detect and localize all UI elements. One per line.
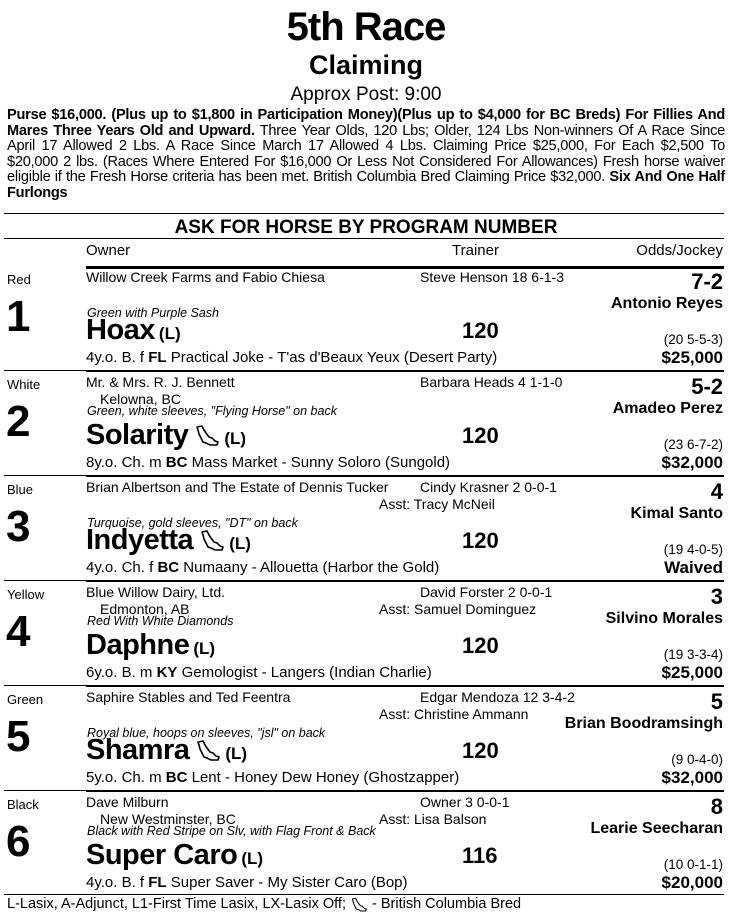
jockey-name: Antonio Reyes — [610, 295, 723, 312]
silks-description: Green, white sleeves, "Flying Horse" on back — [87, 404, 337, 418]
row-separator — [4, 894, 724, 895]
weight: 120 — [462, 528, 499, 553]
entry-divider — [86, 686, 724, 687]
bc-bred-icon — [199, 529, 225, 553]
trainer: Edgar Mendoza 12 3-4-2 — [420, 689, 575, 705]
age-color-sex: 4y.o. Ch. f — [86, 559, 154, 576]
bred-state: BC — [165, 769, 188, 786]
entry-5 — [0, 686, 732, 790]
owner-name: Mr. & Mrs. R. J. Bennett — [86, 374, 235, 390]
pedigree-line — [86, 349, 497, 367]
age-color-sex: 8y.o. Ch. m — [86, 454, 162, 471]
trainer: Barbara Heads 4 1-1-0 — [420, 374, 563, 390]
pedigree: Lent - Honey Dew Honey (Ghostzapper) — [191, 769, 460, 786]
entry-divider — [86, 581, 724, 582]
row-separator — [4, 685, 724, 686]
jockey-name: Amadeo Perez — [612, 400, 723, 417]
silks-description: Red With White Diamonds — [87, 614, 234, 628]
silks-description: Royal blue, hoops on sleeves, "jsl" on back — [87, 726, 326, 740]
saddle-cloth-color: Black — [7, 797, 39, 812]
bred-state: BC — [157, 559, 180, 576]
age-color-sex: 4y.o. B. f — [86, 874, 145, 891]
owner-name: Saphire Stables and Ted Feentra — [86, 689, 291, 705]
claiming-price: $20,000 — [661, 873, 723, 892]
assistant-trainer: Asst: Tracy McNeil — [379, 496, 495, 512]
entry-6 — [0, 791, 732, 895]
morning-line-odds: 8 — [710, 794, 723, 819]
bc-bred-icon — [194, 424, 220, 448]
trainer: Owner 3 0-0-1 — [420, 794, 510, 810]
column-header-trainer: Trainer — [452, 242, 499, 259]
post-time: Approx Post: 9:00 — [290, 84, 442, 105]
jockey-name: Kimal Santo — [630, 505, 723, 522]
saddle-cloth-color: White — [7, 377, 41, 392]
bc-bred-icon — [195, 739, 221, 763]
row-separator — [4, 475, 724, 476]
jockey-record: (23 6-7-2) — [663, 437, 723, 452]
program-number: 6 — [6, 817, 31, 866]
claiming-price: $32,000 — [661, 453, 723, 472]
age-color-sex: 4y.o. B. f — [86, 349, 145, 366]
horse-name: Hoax — [86, 314, 155, 346]
conditions-purse: Purse $16,000. (Plus up to $1,800 in Participation Money)(Plus up to $4,000 for BC Breds) For Fillies And Mares Three Years Old and Upward. — [7, 107, 725, 139]
horse — [86, 313, 181, 349]
divider — [4, 238, 724, 239]
morning-line-odds: 3 — [710, 584, 723, 609]
trainer: David Forster 2 0-0-1 — [420, 584, 553, 600]
claiming-price: $25,000 — [661, 348, 723, 367]
morning-line-odds: 4 — [710, 479, 723, 504]
horse — [86, 523, 251, 559]
pedigree-line — [86, 664, 432, 682]
owner-location: Kelowna, BC — [100, 391, 181, 407]
silks-description: Black with Red Stripe on Slv, with Flag Front & Back — [87, 824, 376, 838]
bred-state: BC — [165, 454, 188, 471]
bred-state: FL — [148, 874, 167, 891]
jockey-record: (20 5-5-3) — [663, 332, 723, 347]
pedigree-line — [86, 454, 450, 472]
jockey-name: Brian Boodramsingh — [564, 715, 723, 732]
pedigree-line — [86, 874, 408, 892]
race-type-title: Claiming — [308, 50, 423, 80]
pedigree-line — [86, 559, 439, 577]
legend-footer — [7, 896, 521, 913]
program-number: 5 — [6, 712, 31, 761]
horse-name: Shamra — [86, 734, 190, 766]
pedigree: Mass Market - Sunny Soloro (Sungold) — [191, 454, 451, 471]
silks-description: Turquoise, gold sleeves, "DT" on back — [87, 516, 298, 530]
entry-divider — [86, 791, 724, 792]
row-separator — [4, 580, 724, 581]
weight: 116 — [462, 843, 498, 868]
pedigree: Gemologist - Langers (Indian Charlie) — [181, 664, 432, 681]
jockey-name: Silvino Morales — [605, 610, 723, 627]
medication-legend: L-Lasix, A-Adjunct, L1-First Time Lasix, LX-Lasix Off; — [7, 896, 346, 912]
assistant-trainer: Asst: Samuel Dominguez — [379, 601, 537, 617]
age-color-sex: 5y.o. Ch. m — [86, 769, 162, 786]
horse-name: Solarity — [86, 419, 189, 451]
morning-line-odds: 5 — [710, 689, 723, 714]
bred-state: KY — [156, 664, 178, 681]
owner-name: Blue Willow Dairy, Ltd. — [86, 584, 226, 600]
program-number: 1 — [6, 292, 31, 341]
pedigree: Numaany - Allouetta (Harbor the Gold) — [183, 559, 440, 576]
weight: 120 — [462, 738, 499, 763]
race-conditions — [7, 108, 725, 202]
horse-name: Indyetta — [86, 524, 194, 556]
bred-state: FL — [148, 349, 167, 366]
weight: 120 — [462, 633, 499, 658]
pedigree-line — [86, 769, 459, 787]
race-number-title: 5th Race — [286, 5, 446, 49]
medication: (L) — [158, 324, 181, 343]
bc-bred-icon — [350, 897, 368, 913]
entry-3 — [0, 476, 732, 580]
jockey-record: (19 4-0-5) — [663, 542, 723, 557]
trainer: Steve Henson 18 6-1-3 — [420, 269, 564, 285]
saddle-cloth-color: Green — [7, 692, 44, 707]
horse-name: Super Caro — [86, 839, 238, 871]
entry-4 — [0, 581, 732, 685]
program-number-banner: ASK FOR HORSE BY PROGRAM NUMBER — [174, 217, 558, 238]
entry-divider — [86, 371, 724, 372]
entry-1 — [0, 266, 732, 370]
jockey-record: (10 0-1-1) — [663, 857, 723, 872]
conditions-distance: Six And One Half Furlongs — [7, 169, 725, 201]
jockey-record: (9 0-4-0) — [671, 752, 723, 767]
divider — [4, 213, 724, 214]
jockey-name: Learie Seecharan — [590, 820, 723, 837]
pedigree: Super Saver - My Sister Caro (Bop) — [170, 874, 408, 891]
medication: (L) — [224, 429, 247, 448]
trainer: Cindy Krasner 2 0-0-1 — [420, 479, 557, 495]
owner-name: Willow Creek Farms and Fabio Chiesa — [86, 269, 325, 285]
program-number: 2 — [6, 397, 31, 446]
silks-description: Green with Purple Sash — [87, 306, 220, 320]
medication: (L) — [225, 744, 248, 763]
medication: (L) — [241, 849, 264, 868]
owner-name: Dave Milburn — [86, 794, 169, 810]
claiming-price: Waived — [664, 558, 723, 577]
weight: 120 — [462, 318, 499, 343]
pedigree: Practical Joke - T'as d'Beaux Yeux (Desert Party) — [170, 349, 498, 366]
assistant-trainer: Asst: Lisa Balson — [379, 811, 487, 827]
owner-name: Brian Albertson and The Estate of Dennis Tucker — [86, 479, 389, 495]
saddle-cloth-color: Red — [7, 272, 31, 287]
claiming-price: $32,000 — [661, 768, 723, 787]
age-color-sex: 6y.o. B. m — [86, 664, 153, 681]
horse — [86, 418, 246, 454]
horse-name: Daphne — [86, 629, 190, 661]
jockey-record: (19 3-3-4) — [663, 647, 723, 662]
entry-divider — [86, 476, 724, 477]
saddle-cloth-color: Blue — [7, 482, 34, 497]
column-header-odds-jockey: Odds/Jockey — [636, 242, 723, 259]
assistant-trainer: Asst: Christine Ammann — [379, 706, 529, 722]
medication: (L) — [193, 639, 216, 658]
morning-line-odds: 7-2 — [691, 269, 723, 294]
owner-location: New Westminster, BC — [100, 811, 236, 827]
saddle-cloth-color: Yellow — [7, 587, 45, 602]
morning-line-odds: 5-2 — [691, 374, 723, 399]
column-header-owner: Owner — [86, 242, 131, 259]
program-number: 4 — [6, 607, 31, 656]
claiming-price: $25,000 — [661, 663, 723, 682]
weight: 120 — [462, 423, 499, 448]
row-separator — [4, 790, 724, 791]
horse — [86, 838, 263, 874]
horse — [86, 628, 215, 664]
owner-location: Edmonton, AB — [100, 601, 190, 617]
horse — [86, 733, 247, 769]
conditions-body: Three Year Olds, 120 Lbs; Older, 124 Lbs Non-winners Of A Race Since April 17 Allowed 2 Lbs. A Race Since March 17 Allowed 4 Lbs. Claiming Price $25,000, For Each $2,500 To $20,000 2 lbs. (Races Where Entered For $16,000 Or Less Not Considered For Allowances) Fresh horse waiver eligible if the Fresh Horse criteria has been met. British Columbia Bred Claiming Price $32,000. — [7, 122, 726, 186]
bc-legend: - British Columbia Bred — [372, 896, 522, 912]
row-separator — [4, 370, 724, 371]
entry-2 — [0, 371, 732, 475]
medication: (L) — [229, 534, 251, 553]
program-number: 3 — [6, 502, 31, 551]
